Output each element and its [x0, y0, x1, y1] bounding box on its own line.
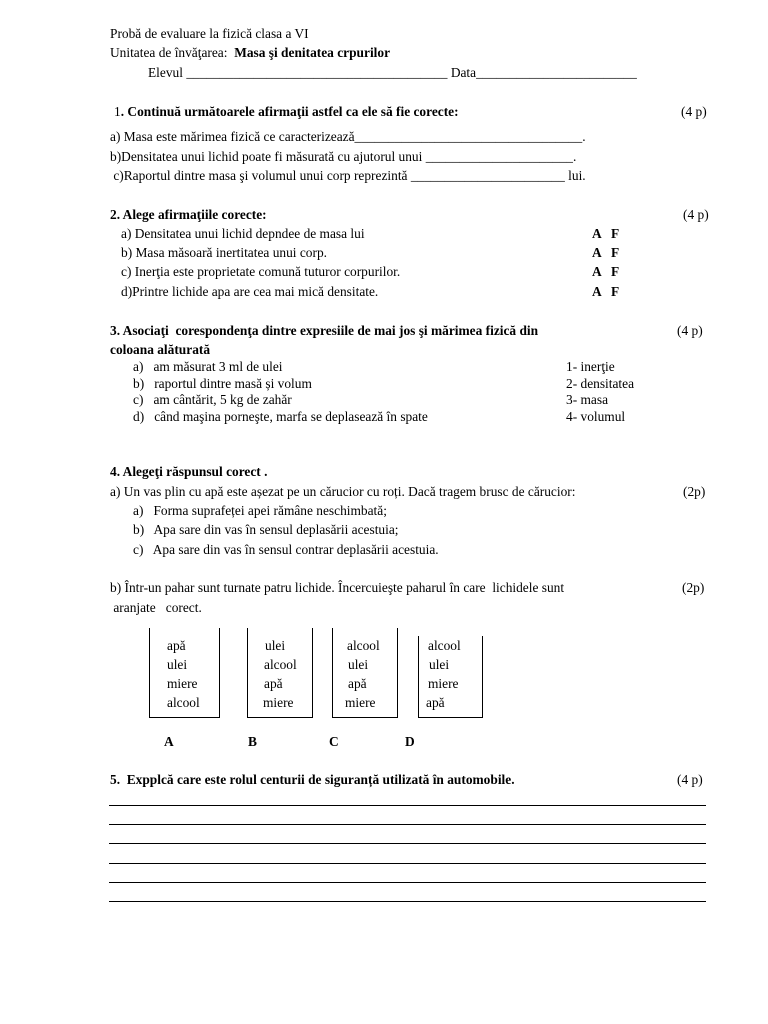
q5-points: (4 p) — [677, 772, 703, 787]
q4b-question-line2: aranjate corect. — [110, 600, 202, 615]
q1-item-a[interactable]: a) Masa este mărimea fizică ce caracterizează__________________________________. — [110, 129, 586, 144]
q2-points: (4 p) — [683, 207, 709, 222]
q2-item-a: a) Densitatea unui lichid depndee de masa lui — [121, 226, 365, 241]
q4b-points: (2p) — [682, 580, 705, 595]
unit-title: Masa şi denitatea crpurilor — [234, 45, 391, 60]
q2-title: 2. Alege afirmaţiile corecte: — [110, 207, 267, 222]
glass-layer: apă — [348, 676, 367, 691]
glass-layer: alcool — [264, 657, 297, 672]
answer-line[interactable] — [109, 805, 706, 806]
glass-layer: ulei — [429, 657, 450, 672]
q3-title-line1: 3. Asociaţi corespondenţa dintre expresiile de mai jos şi mărimea fizică din — [110, 323, 539, 338]
student-label: Elevul — [148, 65, 183, 80]
glass-c[interactable] — [332, 628, 398, 718]
glass-layer: ulei — [265, 638, 286, 653]
date-field[interactable]: ________________________ — [476, 65, 637, 80]
glass-layer: miere — [428, 676, 459, 691]
q2-item-d: d)Printre lichide apa are cea mai mică densitate. — [121, 284, 379, 299]
q3-right-1: 1- inerţie — [566, 359, 615, 374]
q3-left-a: a) am măsurat 3 ml de ulei — [133, 359, 283, 374]
date-label: Data — [450, 65, 477, 80]
glass-label-c: C — [329, 734, 339, 749]
q4a-question: a) Un vas plin cu apă este așezat pe un cărucior cu roți. Dacă tragem brusc de cărucior: — [110, 484, 576, 499]
glass-layer: alcool — [428, 638, 461, 653]
q2-options-d[interactable]: A F — [592, 284, 620, 299]
test-title: Probă de evaluare la fizică clasa a VI — [110, 26, 309, 41]
glass-layer: alcool — [347, 638, 380, 653]
glass-label-b: B — [248, 734, 257, 749]
q4b-question-line1: b) Într-un pahar sunt turnate patru lichide. Încercuieşte paharul în care lichidele sunt — [110, 580, 565, 595]
q4a-option-a[interactable]: a) Forma suprafeței apei rămâne neschimbată; — [133, 503, 387, 518]
q5-title: 5. Expplcă care este rolul centurii de siguranță utilizată în automobile. — [110, 772, 515, 787]
q2-options-a[interactable]: A F — [592, 226, 620, 241]
glass-layer: apă — [264, 676, 283, 691]
q2-options-c[interactable]: A F — [592, 264, 620, 279]
glass-layer: apă — [426, 695, 445, 710]
glass-layer: miere — [167, 676, 198, 691]
q3-right-3: 3- masa — [566, 392, 609, 407]
q4a-points: (2p) — [683, 484, 706, 499]
answer-line[interactable] — [109, 882, 706, 883]
student-line — [148, 65, 637, 81]
glass-layer: alcool — [167, 695, 200, 710]
q2-options-b[interactable]: A F — [592, 245, 620, 260]
unit-line — [110, 45, 390, 61]
glass-layer: ulei — [167, 657, 188, 672]
q4-title: 4. Alegeţi răspunsul corect . — [110, 464, 268, 479]
q3-left-c: c) am cântărit, 5 kg de zahăr — [133, 392, 292, 407]
q3-title-line2: coloana alăturată — [110, 342, 211, 357]
q4a-option-c[interactable]: c) Apa sare din vas în sensul contrar deplasării acestuia. — [133, 542, 439, 557]
glass-label-d: D — [405, 734, 415, 749]
q3-left-b: b) raportul dintre masă și volum — [133, 376, 312, 391]
glass-layer: apă — [167, 638, 186, 653]
student-name-field[interactable]: _______________________________________ — [186, 65, 448, 80]
q3-right-4: 4- volumul — [566, 409, 626, 424]
q3-left-d: d) când maşina porneşte, marfa se deplasează în spate — [133, 409, 428, 424]
unit-label: Unitatea de învăţarea: — [110, 45, 228, 60]
glass-b[interactable] — [247, 628, 313, 718]
answer-line[interactable] — [109, 901, 706, 902]
glass-layer: ulei — [348, 657, 369, 672]
glass-a[interactable] — [149, 628, 220, 718]
q1-title: 1. Continuă următoarele afirmaţii astfel ca ele să fie corecte: — [114, 104, 459, 119]
q2-item-c: c) Inerţia este proprietate comună tuturor corpurilor. — [121, 264, 401, 279]
glass-d[interactable] — [418, 636, 483, 718]
answer-line[interactable] — [109, 863, 706, 864]
glass-layer: miere — [345, 695, 376, 710]
q4a-option-b[interactable]: b) Apa sare din vas în sensul deplasării acestuia; — [133, 522, 399, 537]
q3-points: (4 p) — [677, 323, 703, 338]
q2-item-b: b) Masa măsoară inertitatea unui corp. — [121, 245, 327, 260]
answer-line[interactable] — [109, 843, 706, 844]
glass-label-a: A — [164, 734, 174, 749]
q3-right-2: 2- densitatea — [566, 376, 635, 391]
glass-layer: miere — [263, 695, 294, 710]
q1-item-b[interactable]: b)Densitatea unui lichid poate fi măsurată cu ajutorul unui ______________________. — [110, 149, 577, 164]
q1-item-c[interactable]: c)Raportul dintre masa şi volumul unui corp reprezintă _______________________ lui. — [110, 168, 586, 183]
answer-line[interactable] — [109, 824, 706, 825]
q1-points: (4 p) — [681, 104, 707, 119]
